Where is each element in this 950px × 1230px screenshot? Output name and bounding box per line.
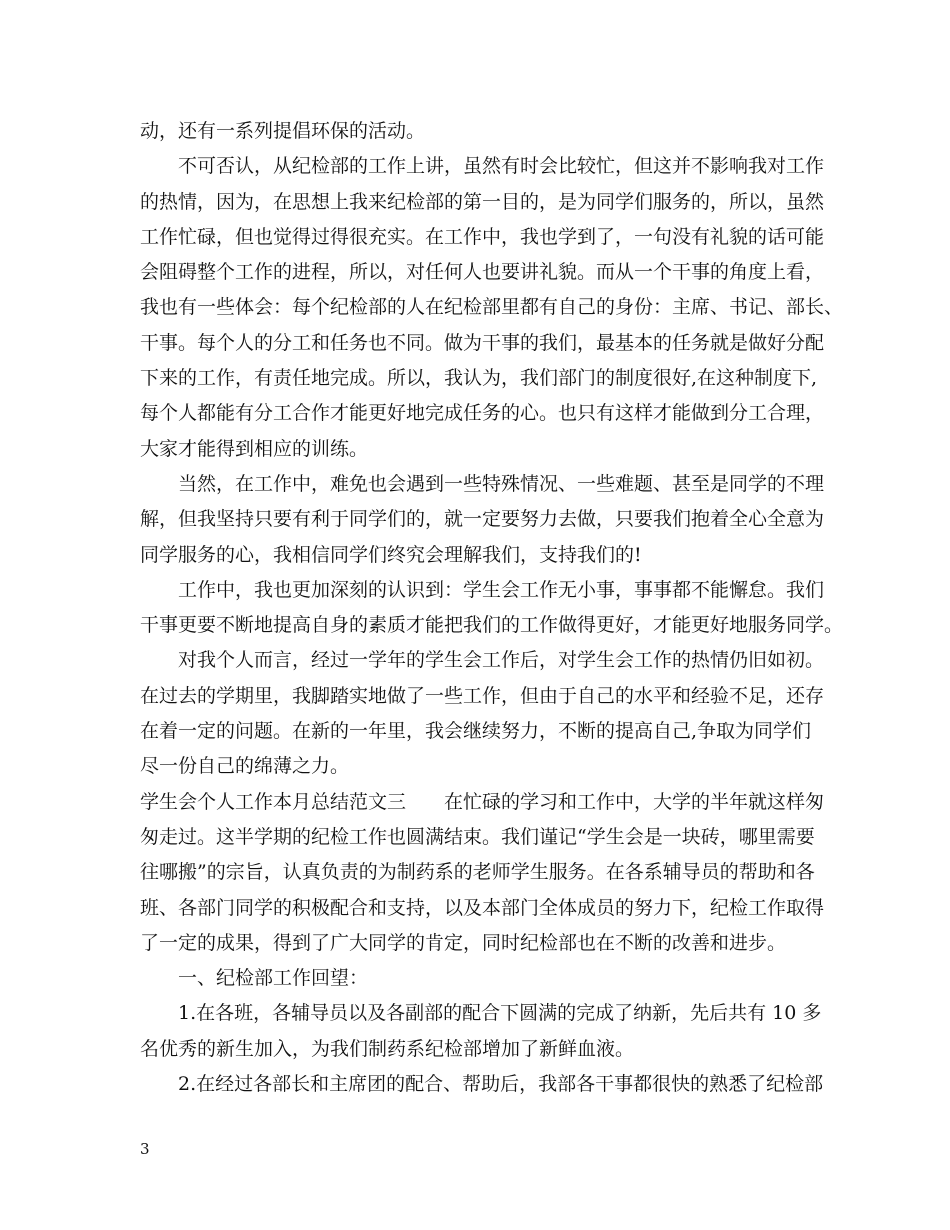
section-opening-text: 在忙碌的学习和工作中，大学的半年就这样匆 [444, 790, 825, 813]
text-line: 在着一定的问题。在新的一年里，我会继续努力，不断的提高自己,争取为同学们 [140, 720, 812, 743]
document-body [140, 114, 844, 1102]
text-line: 解，但我坚持只要有利于同学们的，就一定要努力去做，只要我们抱着全心全意为 [140, 508, 825, 531]
text-line: 同学服务的心，我相信同学们终究会理解我们，支持我们的! [140, 543, 642, 566]
text-line: 1.在各班，各辅导员以及各副部的配合下圆满的完成了纳新，先后共有 10 多 [178, 1002, 822, 1025]
text-line: 下来的工作，有责任地完成。所以，我认为，我们部门的制度很好,在这种制度下, [140, 367, 818, 390]
text-line: 的热情，因为，在思想上我来纪检部的第一目的，是为同学们服务的，所以，虽然 [140, 190, 825, 213]
section-heading-line [140, 785, 830, 820]
text-line: 会阻碍整个工作的进程，所以，对任何人也要讲礼貌。而从一个干事的角度上看， [140, 261, 825, 284]
text-line: 干事。每个人的分工和任务也不同。做为干事的我们，最基本的任务就是做好分配 [140, 331, 825, 354]
text-line: 大家才能得到相应的训练。 [140, 437, 369, 460]
text-line: 在过去的学期里，我脚踏实地做了一些工作，但由于自己的水平和经验不足，还存 [140, 684, 825, 707]
text-line: 不可否认，从纪检部的工作上讲，虽然有时会比较忙，但这并不影响我对工作 [178, 155, 825, 178]
text-line: 当然，在工作中，难免也会遇到一些特殊情况、一些难题、甚至是同学的不理 [178, 472, 825, 495]
text-line: 我也有一些体会：每个纪检部的人在纪检部里都有自己的身份：主席、书记、部长、 [140, 296, 844, 319]
page-number: 3 [140, 1140, 150, 1158]
text-line: 干事更要不断地提高自身的素质才能把我们的工作做得更好，才能更好地服务同学。 [140, 614, 844, 637]
text-line: 匆走过。这半学期的纪检工作也圆满结束。我们谨记“学生会是一块砖，哪里需要 [140, 825, 815, 848]
section-title: 学生会个人工作本月总结范文三 [140, 790, 407, 813]
text-line: 一、纪检部工作回望： [178, 967, 369, 990]
text-line: 班、各部门同学的积极配合和支持，以及本部门全体成员的努力下，纪检工作取得 [140, 896, 825, 919]
text-line: 了一定的成果，得到了广大同学的肯定，同时纪检部也在不断的改善和进步。 [140, 931, 787, 954]
text-line: 每个人都能有分工合作才能更好地完成任务的心。也只有这样才能做到分工合理， [140, 402, 825, 425]
text-line: 工作中，我也更加深刻的认识到：学生会工作无小事，事事都不能懈怠。我们 [178, 578, 825, 601]
text-line: 对我个人而言，经过一学年的学生会工作后，对学生会工作的热情仍旧如初。 [178, 649, 825, 672]
text-line: 2.在经过各部长和主席团的配合、帮助后，我部各干事都很快的熟悉了纪检部 [178, 1073, 824, 1096]
text-line: 往哪搬”的宗旨，认真负责的为制药系的老师学生服务。在各系辅导员的帮助和各 [140, 861, 815, 884]
text-line: 动，还有一系列提倡环保的活动。 [140, 120, 426, 142]
text-line: 尽一份自己的绵薄之力。 [140, 755, 350, 778]
text-line: 名优秀的新生加入，为我们制药系纪检部增加了新鲜血液。 [140, 1037, 635, 1060]
text-line: 工作忙碌，但也觉得过得很充实。在工作中，我也学到了，一句没有礼貌的话可能 [140, 225, 825, 248]
